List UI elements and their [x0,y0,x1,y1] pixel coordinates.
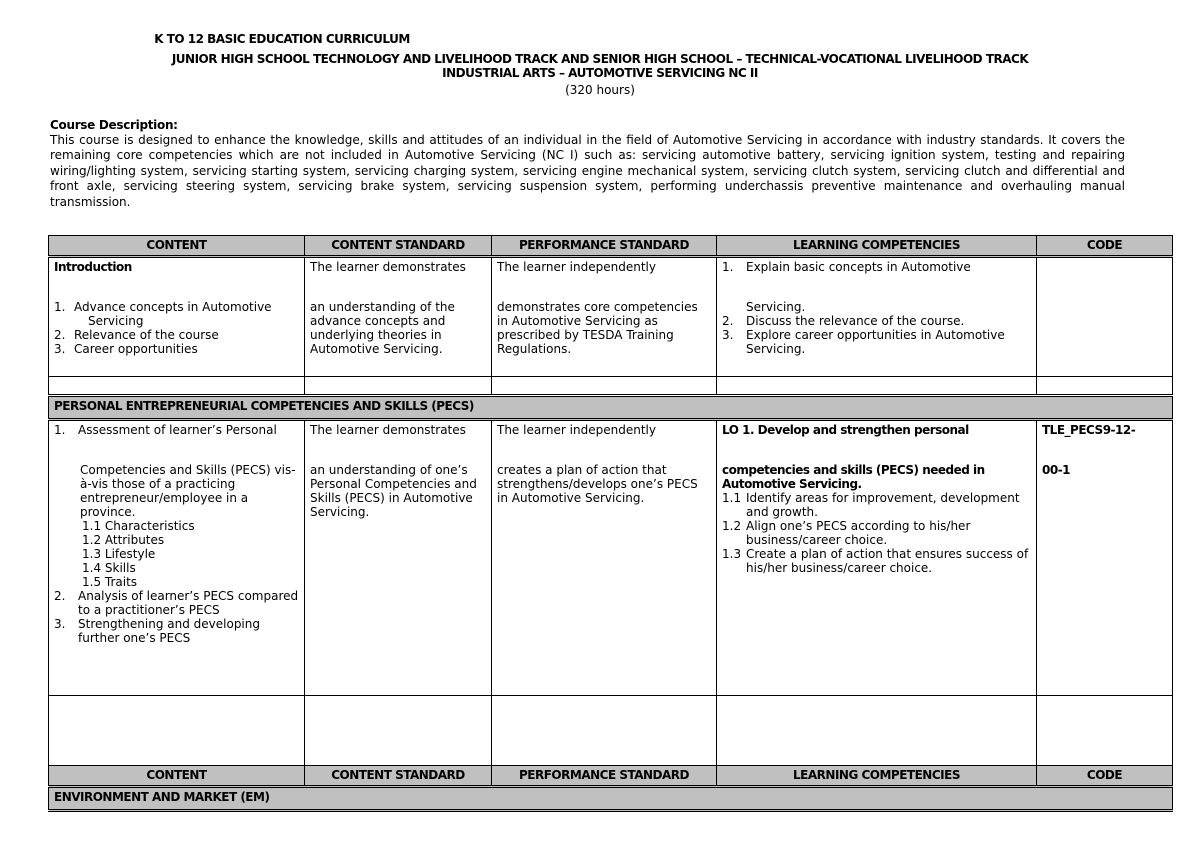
pecs-content-standard-cell [305,420,492,696]
list-item: 1. Assessment of learner’s Personal [54,423,277,437]
table-row-introduction [49,257,1173,377]
pecs-performance-standard-cell [492,420,717,696]
list-item: 1. Explain basic concepts in Automotive [722,260,971,274]
list-item: 1.1 Characteristics [82,519,195,533]
list-item: 2. Discuss the relevance of the course. [722,314,965,328]
hours-label: (320 hours) [565,83,635,97]
list-item: 1.2 Attributes [82,533,165,547]
pecs-learning-competencies-cell [717,420,1037,696]
col-learning-competencies-header: LEARNING COMPETENCIES [717,766,1037,787]
pecs-ps-body: creates a plan of action that strengthens/develops one’s PECS in Automotive Servicing. [497,463,698,505]
table-header-row-repeat [49,766,1173,787]
list-item: 1.3 Create a plan of action that ensures success of his/her business/career choice. [722,547,1029,575]
list-item: 2. Analysis of learner’s PECS compared to a practitioner’s PECS [54,589,299,617]
curriculum-table [48,235,1173,812]
pecs-cs-lead: The learner demonstrates [310,423,466,437]
col-content-header: CONTENT [49,766,305,787]
intro-content-cell [49,257,305,377]
list-item: 3. Career opportunities [54,342,198,356]
list-item: Servicing. [746,300,806,314]
list-item: 2. Relevance of the course [54,328,219,342]
pecs-cs-body: an understanding of one’s Personal Competencies and Skills (PECS) in Automotive Servicing. [310,463,477,519]
col-content-standard-header: CONTENT STANDARD [305,236,492,257]
list-item: 1.3 Lifestyle [82,547,156,561]
pecs-lo-body: competencies and skills (PECS) needed in Automotive Servicing. [722,463,985,491]
list-item: 3. Explore career opportunities in Automotive Servicing. [722,328,1005,356]
pecs-content-cell [49,420,305,696]
list-item-cont: Servicing [88,314,144,328]
col-performance-standard-header: PERFORMANCE STANDARD [492,766,717,787]
pecs-content-body: Competencies and Skills (PECS) vis-à-vis those of a practicing entrepreneur/employee in a province. [80,463,296,519]
col-content-header: CONTENT [49,236,305,257]
track-title: JUNIOR HIGH SCHOOL TECHNOLOGY AND LIVELIHOOD TRACK AND SENIOR HIGH SCHOOL – TECHNICAL-VOCATIONAL LIVELIHOOD TRACK [171,52,1029,66]
list-item: 1.2 Align one’s PECS according to his/her business/career choice. [722,519,971,547]
col-code-header: CODE [1037,766,1173,787]
intro-ps-body: demonstrates core competencies in Automotive Servicing as prescribed by TESDA Training Regulations. [497,300,698,356]
table-row-pecs [49,420,1173,696]
em-section-title: ENVIRONMENT AND MARKET (EM) [49,787,1173,811]
pecs-code-line1: TLE_PECS9-12- [1042,423,1136,437]
pecs-ps-lead: The learner independently [497,423,656,437]
pecs-code-line2: 00-1 [1042,463,1071,477]
list-item: 3. Strengthening and developing further one’s PECS [54,617,260,645]
course-description-text: This course is designed to enhance the knowledge, skills and attitudes of an individual in the field of Automotive Servicing in accordance with industry standards. It covers the remaining core competencies which are not included in Automotive Servicing (NC I) such as: servicing automotive battery, servicing ignition system, testing and repairing wiring/lighting system, servicing starting system, servicing charging system, servicing engine mechanical system, servicing clutch system, servicing clutch and differential and front axle, servicing steering system, servicing brake system, servicing suspension system, performing underchassis preventive maintenance and overhauling manual transmission. [50,133,1125,209]
table-header-row [49,236,1173,257]
pecs-section-title: PERSONAL ENTREPRENEURIAL COMPETENCIES AND SKILLS (PECS) [49,396,1173,420]
curriculum-title: K TO 12 BASIC EDUCATION CURRICULUM [154,32,410,46]
specialization-title: INDUSTRIAL ARTS – AUTOMOTIVE SERVICING NC II [442,66,758,80]
col-learning-competencies-header: LEARNING COMPETENCIES [717,236,1037,257]
intro-cs-body: an understanding of the advance concepts and underlying theories in Automotive Servicing. [310,300,455,356]
list-item: 1.5 Traits [82,575,138,589]
intro-content-standard-cell [305,257,492,377]
course-description-label: Course Description: [50,118,178,132]
intro-performance-standard-cell [492,257,717,377]
blank-row [49,377,1173,396]
intro-learning-competencies-cell [717,257,1037,377]
intro-title: Introduction [54,260,132,274]
empty-row [49,696,1173,766]
intro-ps-lead: The learner independently [497,260,656,274]
intro-code-cell [1037,257,1173,377]
col-content-standard-header: CONTENT STANDARD [305,766,492,787]
pecs-code-cell [1037,420,1173,696]
col-code-header: CODE [1037,236,1173,257]
list-item: 1.1 Identify areas for improvement, development and growth. [722,491,1020,519]
pecs-lo-lead: LO 1. Develop and strengthen personal [722,423,969,437]
em-section-row [49,787,1173,811]
intro-cs-lead: The learner demonstrates [310,260,466,274]
pecs-section-row [49,396,1173,420]
list-item: 1. Advance concepts in Automotive [54,300,272,314]
list-item: 1.4 Skills [82,561,136,575]
col-performance-standard-header: PERFORMANCE STANDARD [492,236,717,257]
